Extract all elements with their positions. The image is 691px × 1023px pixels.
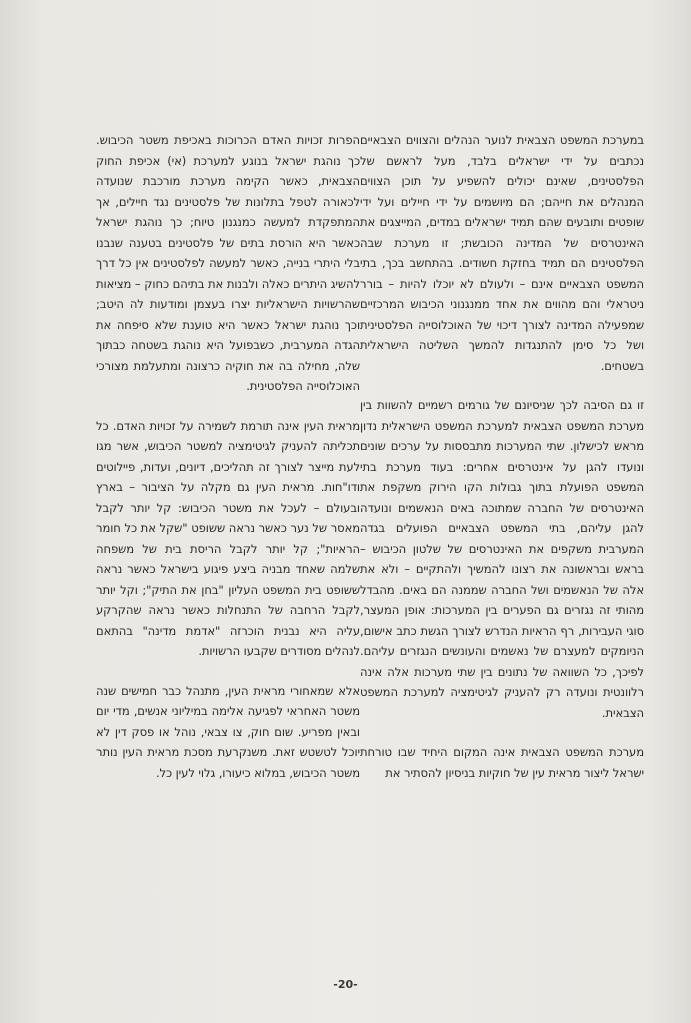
paragraph: אלא שמאחורי מראית העין, מתנהל כבר חמישים שנה משטר האחראי לפגיעה אלימה במיליוני אנשים, מדי יום ובאין מפריע. שום חוק, צו צבאי, נוהל או פסק דין לא יוכל לטשטש זאת. משנקרעת מסכת מראית העין נותר משטר הכיבוש, במלוא כיעורו, גלוי לעין כל.	[96, 683, 360, 780]
paragraph: זו גם הסיבה לכך שניסיונם של גורמים רשמיים להשוות בין מערכת המשפט הצבאית למערכת המשפט הישראלית נדון מראש לכישלון. שתי המערכות מתבססות על ערכים שונים ונועדו להגן על אינטרסים אחרים: בעוד מערכת בתי המשפט הפועלת בתוך גבולות הקו הירוק משקפת את האינטרסים של החברה שמתוכה באים הנאשמים ונועדה להגן עליהם, בתי המשפט הצבאיים הפועלים בגדה המערבית משקפים את האינטרסים של שלטון הכיבוש – בראש ובראשונה את רצונו להמשיך ולהתקיים – ולא את אלה של הנאשמים ושל החברה שממנה הם באים. מהבדל מהותי זה נגזרים גם הפערים בין המערכות: אופן המעצר, סוגי העבירות, רף הראיות הנדרש לצורך הגשת כתב אישום, הניומקים למעצרם של נאשמים והעונשים הנגזרים עליהם. לפיכך, כל השוואה של נתונים בין שתי מערכות אלה אינה רלוונטית ונועדה רק להעניק לגיטימציה למערכת המשפט הצבאית.	[360, 398, 644, 720]
right-text-column	[360, 130, 644, 802]
paragraph: מערכת המשפט הצבאית אינה המקום היחיד שבו טורחת ישראל ליצור מראית עין של חוקיות בניסיון להסתיר את	[360, 745, 644, 780]
page-number: -20-	[333, 978, 358, 991]
paragraph: מראית העין אינה תורמת לשמירה על זכויות האדם. כל תכליתה להעניק לגיטימציה למשטר הכיבוש, אשר מגו לעת מייצר לצורך זה תהליכים, דיונים, ועדות, פיילוטים ודו"חות. מראית העין גם מקלה על הציבור – בארץ ובעולם – לעכל את משטר הכיבוש: קל יותר לקבל מאסר של נער כאשר נראה ששופט "שקל את כל חומר הראיות"; קל יותר לקבל הריסת בית של משפחה שלמה שאחד מבניה ביצע פיגוע בישראל כאשר נראה ששופט בית המשפט העליון "בחן את התיק"; וקל יותר לקבל הרחבה של התנחלות כאשר נראה שהקרקע עליה היא נבנית הוכרזה "אדמת מדינה" בהתאם לנהלים מסודרים שקבעו הרשויות.	[96, 418, 360, 658]
paragraph: במערכת המשפט הצבאית לנוער הנהלים והצווים הצבאיים נכתבים על ידי ישראלים בלבד, מעל לראשם של הפלסטינים, שאינם יכולים להשפיע על תוכן הצווים המנהלים את חייהם; הם מיושמים על ידי חיילים ועל ידי שופטים ותובעים שהם תמיד ישראלים במדים, המייצגים את האינטרסים של המדינה הכובשת; זו מערכת שבה הפלסטינים הם תמיד בחזקת חשודים. בהתחשב בכך, בתי המשפט הצבאיים אינם – ולעולם לא יוכלו להיות – בורר ניטראלי והם מהווים את אחד ממנגנוני הכיבוש המרכזיים שמפעילה המדינה לצורך דיכוי של האוכלוסייה הפלסטינית ושל כל סימן להתנגדות להמשך השליטה הישראלית בשטחים.	[360, 133, 644, 373]
paragraph: הפרות זכויות האדם הכרוכות באכיפת משטר הכיבוש. כך נוהגת ישראל בנוגע למערכת (אי) אכיפת החוק הצבאית, כאשר הקימה מערכת מורכבת שנועדה לכאורה לטפל בתלונות של פלסטינים נגד חיילים, אך המתפקדת למעשה כמנגנון טיוח; כך נוהגת ישראל כאשר היא הורסת בתים של פלסטינים בטענה שנבנו בלי היתרי בנייה, כאשר למעשה לפלסטינים אין כל דרך להשיג היתרים כאלה ולבנות את בתיהם כחוק – מציאות שהרשויות הישראליות יצרו בעצמן ומודעות לה היטב; וכך נוהגת ישראל כאשר היא טוענת שלא סיפחה את הגדה המערבית, כשבפועל היא נוהגת בשטחה כבתוך שלה, מחילה בה את חוקיה כרצונה ומתעלמת מצורכי האוכלוסייה הפלסטינית.	[96, 133, 360, 393]
left-text-column	[96, 130, 360, 802]
